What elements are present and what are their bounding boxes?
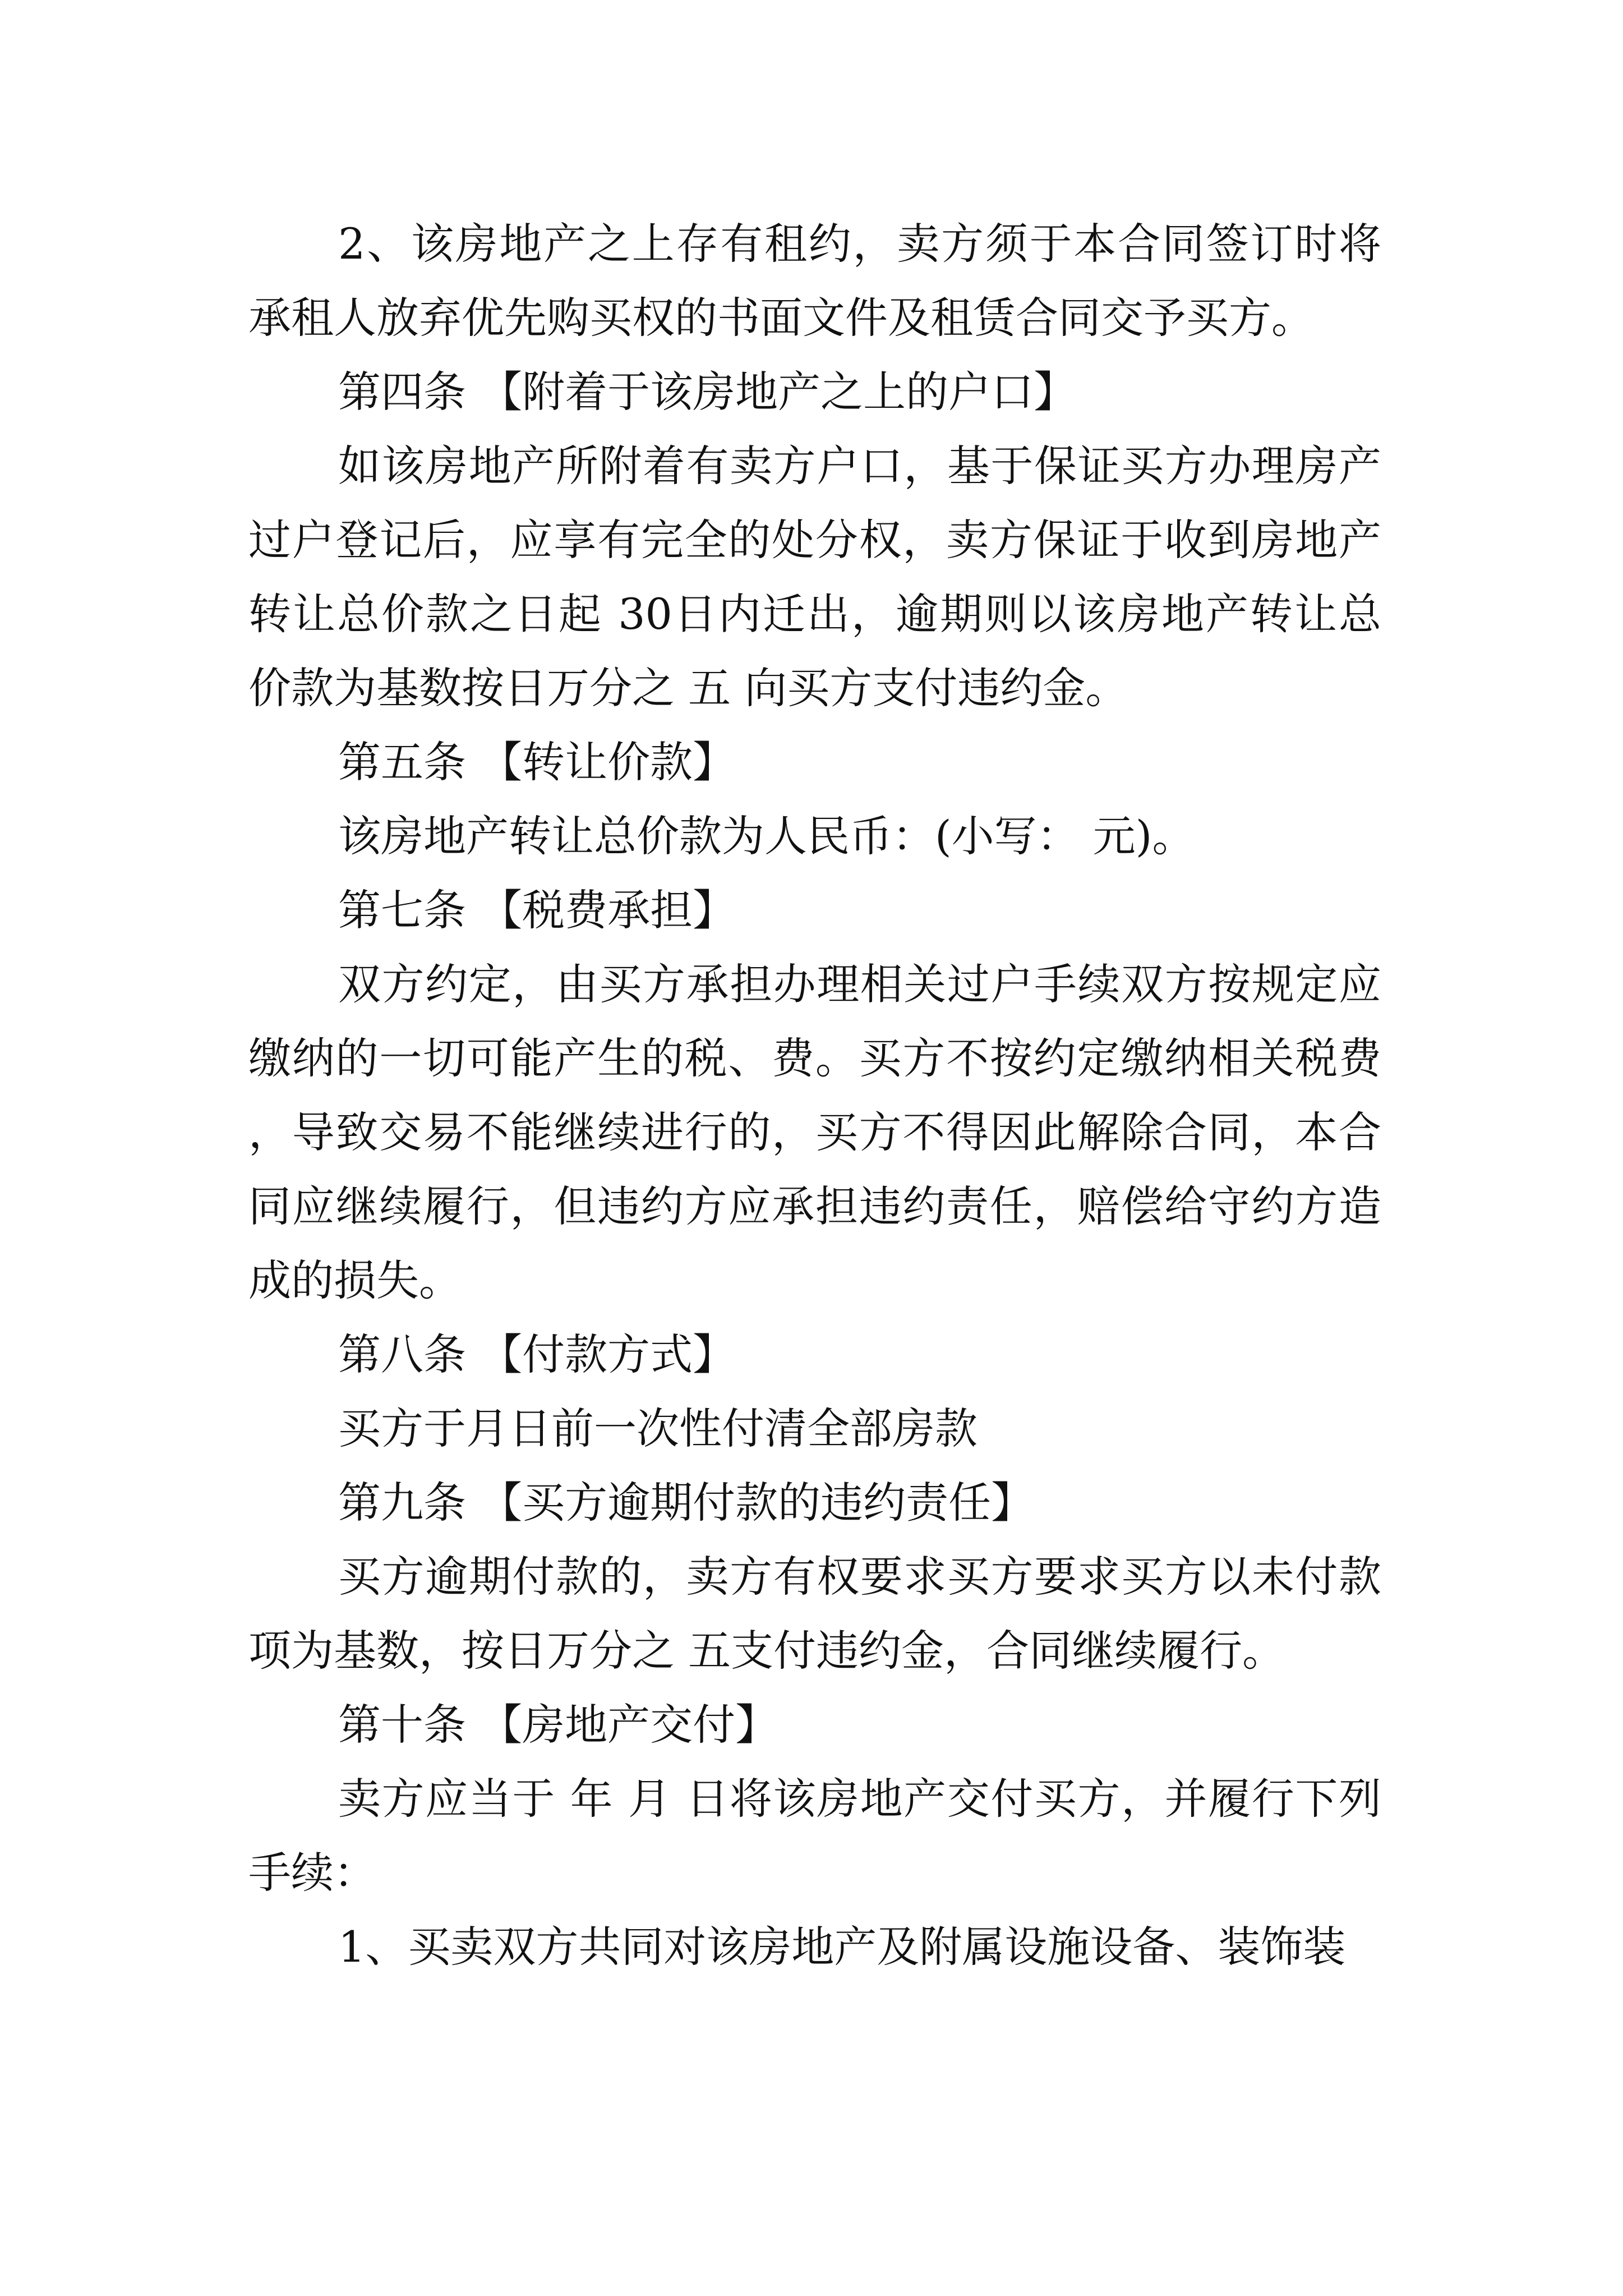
paragraph-late-payment: 买方逾期付款的，卖方有权要求买方要求买方以未付款项为基数，按日万分之 五支付违约金，合同继续履行。 (248, 1552, 1381, 1676)
paragraph-inspection-item: 1、买卖双方共同对该房地产及附属设施设备、装饰装 (338, 1922, 1346, 1972)
article-10-heading: 第十条 【房地产交付】 (338, 1700, 778, 1750)
article-5-heading: 第五条 【转让价款】 (338, 737, 736, 787)
paragraph-household-registration: 如该房地产所附着有卖方户口，基于保证买方办理房产过户登记后，应享有完全的处分权，卖方保证于收到房地产转让总价款之日起 30日内迁出，逾期则以该房地产转让总价款为基数按日万分之 五 向买方支付违约金。 (248, 441, 1381, 713)
article-9-heading: 第九条 【买方逾期付款的违约责任】 (338, 1478, 1034, 1527)
paragraph-transfer-price: 该房地产转让总价款为人民币：(小写： 元)。 (338, 811, 1195, 861)
paragraph-taxes: 双方约定，由买方承担办理相关过户手续双方按规定应缴纳的一切可能产生的税、费。买方不按约定缴纳相关税费，导致交易不能继续进行的，买方不得因此解除合同，本合同应继续履行，但违约方应承担违约责任，赔偿给守约方造成的损失。 (248, 959, 1381, 1305)
article-8-heading: 第八条 【付款方式】 (338, 1329, 736, 1379)
document-body (248, 207, 1381, 1984)
article-4-heading: 第四条 【附着于该房地产之上的户口】 (338, 367, 1077, 417)
paragraph-delivery: 卖方应当于 年 月 日将该房地产交付买方，并履行下列手续： (248, 1774, 1381, 1898)
paragraph-lease-clause: 2、该房地产之上存有租约，卖方须于本合同签订时将承租人放弃优先购买权的书面文件及租赁合同交予买方。 (248, 219, 1381, 343)
article-7-heading: 第七条 【税费承担】 (338, 885, 736, 935)
paragraph-payment-method: 买方于月日前一次性付清全部房款 (338, 1404, 978, 1453)
